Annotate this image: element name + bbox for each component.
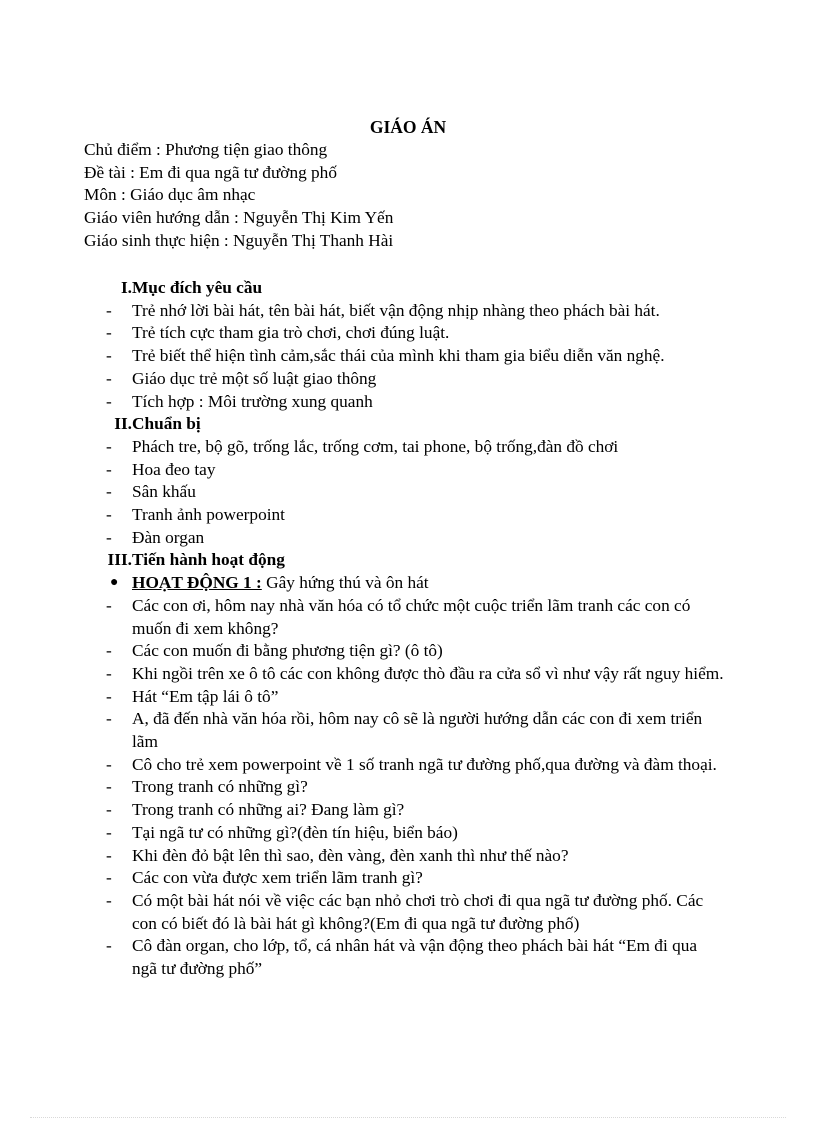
list-item: - Trong tranh có những ai? Đang làm gì? bbox=[106, 800, 405, 820]
page-bottom-divider bbox=[30, 1117, 786, 1118]
section-title: Chuẩn bị bbox=[132, 414, 201, 434]
activity-description: Gây hứng thú và ôn hát bbox=[261, 573, 429, 593]
list-item: - Trẻ biết thể hiện tình cảm,sắc thái của mình khi tham gia biểu diễn văn nghệ. bbox=[106, 346, 665, 366]
list-item: - Hát “Em tập lái ô tô” bbox=[106, 686, 279, 706]
section-number: I. bbox=[120, 278, 132, 297]
meta-course: Môn : Giáo dục âm nhạc bbox=[84, 185, 256, 205]
list-item: - A, đã đến nhà văn hóa rồi, hôm nay cô sẽ là người hướng dẫn các con đi xem triển lãm bbox=[106, 709, 703, 752]
list-item: - Tại ngã tư có những gì?(đèn tín hiệu, biển báo) bbox=[106, 822, 458, 842]
list-item: - Tích hợp : Môi trường xung quanh bbox=[106, 391, 373, 411]
list-item: - Các con vừa được xem triển lãm tranh gì? bbox=[106, 868, 423, 888]
list-item: - Hoa đeo tay bbox=[106, 459, 216, 479]
list-item: - Cô đàn organ, cho lớp, tổ, cá nhân hát và vận động theo phách bài hát “Em đi qua ngã tư đường phố” bbox=[106, 936, 698, 979]
list-item: - Tranh ảnh powerpoint bbox=[106, 505, 285, 525]
meta-student-teacher: Giáo sinh thực hiện : Nguyễn Thị Thanh Hài bbox=[84, 230, 394, 250]
lesson-meta bbox=[84, 139, 764, 253]
section-heading-3 bbox=[84, 549, 764, 572]
list-item: - Đàn organ bbox=[106, 527, 205, 547]
list-item: - Khi đèn đỏ bật lên thì sao, đèn vàng, đèn xanh thì như thế nào? bbox=[106, 845, 569, 865]
bullet-icon: ● bbox=[110, 575, 119, 591]
lesson-content bbox=[84, 277, 764, 981]
list-item: - Các con ơi, hôm nay nhà văn hóa có tổ chức một cuộc triển lãm tranh các con có muốn đi xem không? bbox=[106, 595, 691, 638]
section-number: III. bbox=[107, 550, 132, 570]
list-item: - Giáo dục trẻ một số luật giao thông bbox=[106, 368, 377, 388]
section-title: Tiến hành hoạt động bbox=[132, 550, 285, 570]
list-item: - Sân khấu bbox=[106, 482, 196, 502]
list-item: - Có một bài hát nói về việc các bạn nhỏ chơi trò chơi đi qua ngã tư đường phố. Các con có biết đó là bài hát gì không?(Em đi qua ngã tư đường phố) bbox=[106, 890, 704, 933]
list-item: - Trong tranh có những gì? bbox=[106, 777, 308, 797]
list-item: - Phách tre, bộ gõ, trống lắc, trống cơm, tai phone, bộ trống,đàn đồ chơi bbox=[106, 436, 619, 456]
meta-topic: Chủ điểm : Phương tiện giao thông bbox=[84, 140, 328, 159]
section-heading-2 bbox=[84, 413, 764, 436]
list-item: - Trẻ nhớ lời bài hát, tên bài hát, biết vận động nhịp nhàng theo phách bài hát. bbox=[106, 300, 660, 320]
list-item: - Cô cho trẻ xem powerpoint về 1 số tranh ngã tư đường phố,qua đường và đàm thoại. bbox=[106, 754, 717, 774]
meta-subject-title: Đề tài : Em đi qua ngã tư đường phố bbox=[84, 162, 337, 182]
section-number: II. bbox=[114, 414, 132, 434]
section-heading-1 bbox=[84, 277, 764, 300]
meta-supervisor: Giáo viên hướng dẫn : Nguyễn Thị Kim Yến bbox=[84, 208, 394, 228]
list-item: - Trẻ tích cực tham gia trò chơi, chơi đúng luật. bbox=[106, 323, 450, 343]
activity-heading bbox=[84, 572, 764, 595]
list-item: - Các con muốn đi bằng phương tiện gì? (ô tô) bbox=[106, 641, 443, 661]
section-title: Mục đích yêu cầu bbox=[132, 278, 263, 297]
list-item: - Khi ngồi trên xe ô tô các con không được thò đầu ra cửa sổ vì như vậy rất nguy hiểm. bbox=[106, 663, 724, 683]
document-title: GIÁO ÁN bbox=[369, 117, 447, 137]
activity-title: HOẠT ĐỘNG 1 : bbox=[132, 573, 262, 593]
